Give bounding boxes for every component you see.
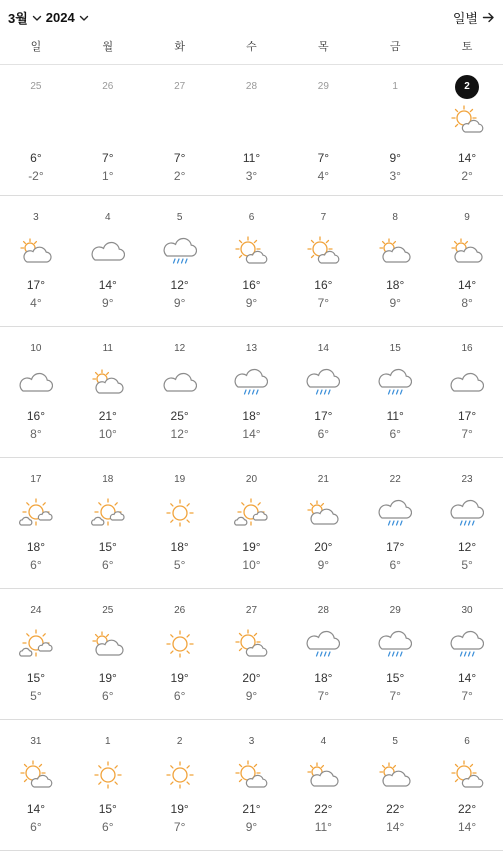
day-date: 11 — [102, 343, 113, 354]
day-date: 31 — [30, 736, 42, 747]
low-temp: 9° — [245, 820, 258, 834]
high-temp: 12° — [457, 540, 477, 554]
low-temp: 10° — [98, 427, 117, 441]
partly-cloudy-icon — [306, 760, 340, 790]
day-date: 12 — [174, 343, 186, 354]
sun-icon — [163, 498, 197, 528]
calendar-header — [0, 0, 503, 36]
day-cell[interactable] — [72, 720, 144, 850]
high-temp: 19° — [170, 802, 189, 816]
low-temp: 6° — [102, 689, 114, 703]
sun-icon — [91, 760, 125, 790]
high-temp: 22° — [314, 802, 333, 816]
high-temp: 15° — [386, 671, 405, 685]
day-cell[interactable] — [144, 65, 216, 195]
high-temp: 22° — [386, 802, 405, 816]
low-temp: 9° — [317, 558, 330, 572]
arrow-right-icon — [482, 11, 495, 24]
day-date: 2 — [176, 736, 183, 747]
rain-cloud-icon — [306, 629, 340, 659]
high-temp: 17° — [386, 540, 405, 554]
day-date: 26 — [174, 605, 186, 616]
low-temp: 6° — [389, 427, 401, 441]
low-temp: 1° — [102, 169, 114, 183]
high-temp: 15° — [98, 802, 117, 816]
high-temp: 11° — [386, 409, 404, 423]
rain-cloud-icon — [378, 367, 412, 397]
day-cell[interactable] — [0, 327, 72, 457]
high-temp: 15° — [26, 671, 45, 685]
day-cell[interactable] — [0, 720, 72, 850]
weekday-tue: 화 — [174, 41, 185, 53]
day-date: 1 — [104, 736, 111, 747]
day-date: 21 — [317, 474, 329, 485]
week-row — [0, 327, 503, 458]
high-temp: 18° — [26, 540, 45, 554]
rain-cloud-icon — [450, 629, 484, 659]
day-date: 6 — [464, 736, 470, 747]
low-temp: 5° — [30, 689, 42, 703]
week-row — [0, 589, 503, 720]
day-cell[interactable] — [431, 65, 503, 195]
week-row — [0, 65, 503, 196]
weekday-fri: 금 — [389, 41, 401, 53]
day-date: 7 — [320, 212, 327, 223]
low-temp: 7° — [317, 689, 330, 703]
high-temp: 14° — [26, 802, 45, 816]
low-temp: 5° — [461, 558, 473, 572]
chevron-down-icon[interactable] — [31, 12, 43, 24]
high-temp: 16° — [26, 409, 45, 423]
low-temp: 9° — [245, 296, 258, 310]
day-date: 26 — [102, 81, 114, 92]
day-cell[interactable] — [431, 458, 503, 588]
low-temp: 6° — [317, 427, 330, 441]
high-temp: 16° — [314, 278, 333, 292]
day-cell[interactable] — [431, 327, 503, 457]
day-date: 17 — [30, 474, 42, 485]
low-temp: 5° — [173, 558, 186, 572]
high-temp: 14° — [457, 278, 477, 292]
low-temp: 14° — [457, 820, 477, 834]
day-date: 5 — [392, 736, 398, 747]
calendar-grid — [0, 65, 503, 851]
low-temp: 9° — [245, 689, 258, 703]
day-date: 24 — [30, 605, 42, 616]
low-temp: 8° — [461, 296, 473, 310]
low-temp: 7° — [461, 689, 473, 703]
day-cell[interactable] — [144, 458, 216, 588]
day-date: 25 — [30, 81, 42, 92]
sun-cloud-icon — [234, 629, 268, 659]
high-temp: 16° — [242, 278, 261, 292]
rain-cloud-icon — [378, 629, 412, 659]
high-temp: 21° — [242, 802, 261, 816]
partly-cloudy-icon — [91, 367, 125, 397]
low-temp: 3° — [389, 169, 401, 183]
day-cell[interactable] — [72, 458, 144, 588]
day-cell[interactable] — [287, 720, 359, 850]
high-temp: 18° — [242, 409, 261, 423]
day-cell[interactable] — [359, 65, 431, 195]
day-date: 29 — [317, 81, 329, 92]
high-temp: 17° — [457, 409, 477, 423]
day-cell[interactable] — [216, 65, 288, 195]
low-temp: 8° — [30, 427, 42, 441]
day-date: 23 — [461, 474, 473, 485]
daily-view-label: 일별 — [452, 11, 478, 26]
day-cell[interactable] — [287, 327, 359, 457]
day-date: 19 — [174, 474, 186, 485]
sun-small-cloud-icon — [19, 498, 53, 528]
rain-cloud-icon — [163, 236, 197, 266]
low-temp: 10° — [242, 558, 261, 572]
low-temp: 6° — [102, 558, 114, 572]
rain-cloud-icon — [378, 498, 412, 528]
day-cell[interactable] — [359, 458, 431, 588]
low-temp: 6° — [173, 689, 186, 703]
day-date: 5 — [176, 212, 183, 223]
low-temp: 7° — [317, 296, 330, 310]
day-cell[interactable] — [216, 589, 288, 719]
sun-icon — [163, 629, 197, 659]
day-cell[interactable] — [72, 65, 144, 195]
day-date: 27 — [174, 81, 186, 92]
day-cell[interactable] — [72, 327, 144, 457]
weekday-mon: 월 — [102, 41, 114, 53]
sun-cloud-icon — [234, 236, 268, 266]
month-label: 3월 — [8, 11, 28, 26]
day-cell[interactable] — [0, 458, 72, 588]
low-temp: 4° — [30, 296, 42, 310]
low-temp: 6° — [30, 820, 42, 834]
day-date: 6 — [248, 212, 255, 223]
day-date: 18 — [102, 474, 114, 485]
high-temp: 11° — [242, 151, 261, 165]
high-temp: 19° — [98, 671, 117, 685]
daily-view-button[interactable] — [453, 8, 495, 27]
day-date: 22 — [389, 474, 401, 485]
day-date: 15 — [389, 343, 401, 354]
day-date: 3 — [33, 212, 39, 223]
low-temp: 6° — [389, 558, 401, 572]
high-temp: 15° — [98, 540, 117, 554]
day-cell[interactable] — [216, 458, 288, 588]
day-date: 9 — [464, 212, 470, 223]
low-temp: -2° — [28, 169, 44, 183]
sun-small-cloud-icon — [91, 498, 125, 528]
day-cell[interactable] — [431, 720, 503, 850]
day-cell[interactable] — [287, 65, 359, 195]
day-cell[interactable] — [144, 196, 216, 326]
day-cell[interactable] — [144, 720, 216, 850]
day-cell[interactable] — [431, 589, 503, 719]
day-cell[interactable] — [431, 196, 503, 326]
low-temp: 2° — [173, 169, 186, 183]
high-temp: 17° — [26, 278, 45, 292]
day-date: 4 — [320, 736, 327, 747]
cloud-icon — [450, 367, 484, 397]
high-temp: 18° — [314, 671, 333, 685]
low-temp: 7° — [389, 689, 401, 703]
day-cell[interactable] — [144, 327, 216, 457]
day-cell[interactable] — [287, 589, 359, 719]
day-cell[interactable] — [359, 589, 431, 719]
high-temp: 14° — [457, 671, 477, 685]
cloud-icon — [19, 367, 53, 397]
day-cell[interactable] — [216, 720, 288, 850]
day-cell[interactable] — [287, 458, 359, 588]
day-date: 3 — [248, 736, 255, 747]
rain-cloud-icon — [306, 367, 340, 397]
high-temp: 7° — [317, 151, 330, 165]
high-temp: 20° — [242, 671, 261, 685]
day-cell[interactable] — [72, 196, 144, 326]
weekday-thu: 목 — [318, 41, 329, 53]
sun-cloud-icon — [306, 236, 340, 266]
low-temp: 9° — [389, 296, 401, 310]
partly-cloudy-icon — [378, 760, 412, 790]
day-cell[interactable] — [72, 589, 144, 719]
high-temp: 22° — [457, 802, 477, 816]
day-date: 25 — [102, 605, 114, 616]
high-temp: 9° — [389, 151, 401, 165]
low-temp: 6° — [30, 558, 42, 572]
day-date: 8 — [392, 212, 398, 223]
low-temp: 14° — [242, 427, 261, 441]
cloud-icon — [91, 236, 125, 266]
cloud-icon — [163, 367, 197, 397]
day-cell[interactable] — [359, 327, 431, 457]
high-temp: 20° — [314, 540, 333, 554]
partly-cloudy-icon — [378, 236, 412, 266]
day-date: 14 — [317, 343, 329, 354]
high-temp: 14° — [98, 278, 117, 292]
year-label: 2024 — [45, 10, 75, 25]
day-cell[interactable] — [0, 589, 72, 719]
day-date: 4 — [104, 212, 111, 223]
high-temp: 17° — [314, 409, 333, 423]
weekday-header — [0, 36, 503, 65]
week-row — [0, 458, 503, 589]
partly-cloudy-icon — [19, 236, 53, 266]
week-row — [0, 196, 503, 327]
rain-cloud-icon — [234, 367, 268, 397]
rain-cloud-icon — [450, 498, 484, 528]
low-temp: 9° — [173, 296, 186, 310]
high-temp: 19° — [242, 540, 261, 554]
partly-cloudy-icon — [450, 236, 484, 266]
sun-small-cloud-icon — [19, 629, 53, 659]
day-cell[interactable] — [0, 65, 72, 195]
day-cell[interactable] — [216, 327, 288, 457]
day-cell[interactable] — [0, 196, 72, 326]
partly-cloudy-icon — [91, 629, 125, 659]
day-cell[interactable] — [359, 720, 431, 850]
day-date: 29 — [389, 605, 401, 616]
low-temp: 6° — [102, 820, 114, 834]
high-temp: 7° — [173, 151, 186, 165]
day-date: 16 — [461, 343, 473, 354]
day-date: 28 — [245, 81, 258, 92]
day-date: 27 — [245, 605, 258, 616]
weekday-sun: 일 — [30, 41, 42, 53]
low-temp: 11° — [314, 820, 332, 834]
day-cell[interactable] — [287, 196, 359, 326]
low-temp: 7° — [173, 820, 186, 834]
sun-cloud-icon — [450, 105, 484, 135]
low-temp: 2° — [461, 169, 473, 183]
high-temp: 21° — [98, 409, 117, 423]
low-temp: 7° — [461, 427, 473, 441]
low-temp: 12° — [170, 427, 189, 441]
sun-cloud-icon — [234, 760, 268, 790]
high-temp: 25° — [170, 409, 189, 423]
chevron-down-icon[interactable] — [78, 12, 90, 24]
day-cell[interactable] — [359, 196, 431, 326]
weekday-sat: 토 — [461, 41, 473, 53]
high-temp: 19° — [170, 671, 189, 685]
day-date: 13 — [245, 343, 258, 354]
day-date: 1 — [392, 81, 398, 92]
day-date: 30 — [461, 605, 473, 616]
weekday-wed: 수 — [246, 41, 257, 53]
sun-small-cloud-icon — [234, 498, 268, 528]
sun-cloud-icon — [19, 760, 53, 790]
partly-cloudy-icon — [306, 498, 340, 528]
day-cell[interactable] — [144, 589, 216, 719]
day-date: 28 — [317, 605, 329, 616]
month-year-selector[interactable] — [8, 8, 90, 27]
week-row — [0, 720, 503, 851]
high-temp: 12° — [170, 278, 189, 292]
low-temp: 3° — [245, 169, 258, 183]
high-temp: 7° — [102, 151, 114, 165]
day-date: 20 — [245, 474, 258, 485]
high-temp: 18° — [386, 278, 405, 292]
low-temp: 9° — [102, 296, 114, 310]
high-temp: 6° — [30, 151, 42, 165]
day-cell[interactable] — [216, 196, 288, 326]
sun-icon — [163, 760, 197, 790]
high-temp: 14° — [457, 151, 477, 165]
sun-cloud-icon — [450, 760, 484, 790]
high-temp: 18° — [170, 540, 189, 554]
today-date: 2 — [455, 75, 479, 99]
low-temp: 4° — [317, 169, 330, 183]
day-date: 10 — [30, 343, 42, 354]
low-temp: 14° — [386, 820, 405, 834]
